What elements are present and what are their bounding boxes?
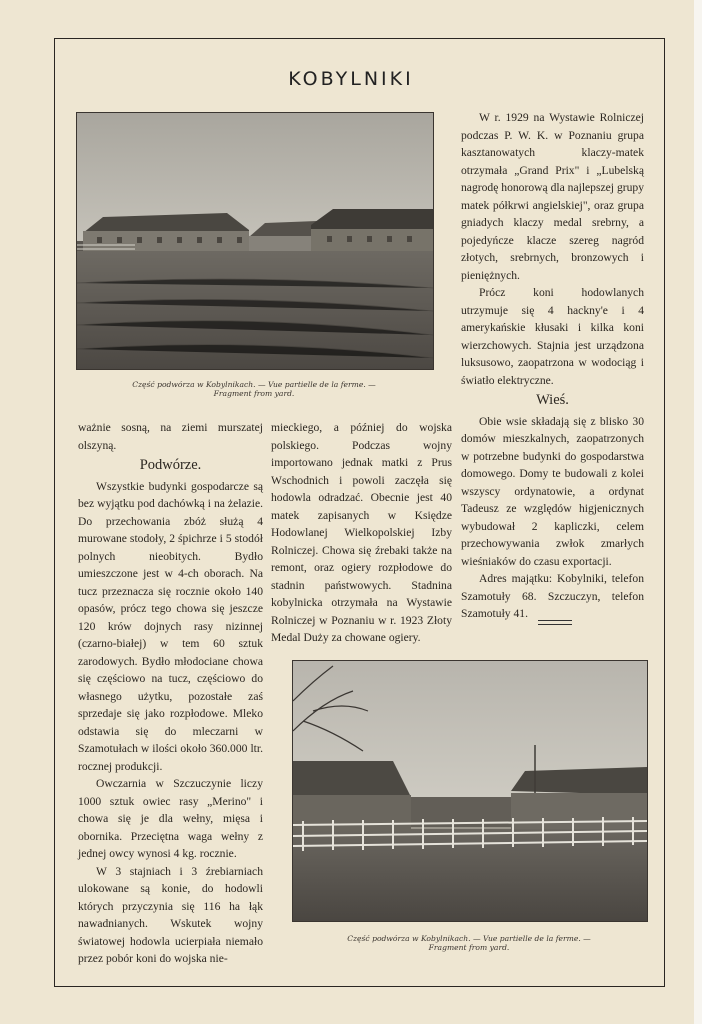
column-3-paragraph-3: Obie wsie składają się z blisko 30 domów mieszkalnych, zaopatrzonych w potrzebne budynki do gospodarstwa domowego. Domy te budowali z kolei wszyscy ordynatowie, a ordynat Tadeusz ze względów higjenicznych wybudował 2 kapliczki, celem przechowywania zwłok zmarłych wieśniaków do czasu exportacji. xyxy=(461,414,644,568)
photo-farmyard-2 xyxy=(292,660,648,922)
text-column-2 xyxy=(271,419,452,647)
column-1-paragraph-1: ważnie sosną, na ziemi murszatej olszyną. xyxy=(78,421,263,452)
column-2-paragraph-1: mieckiego, a później do wojska polskiego. Podczas wojny importowano jednak matki z Prus Wschodnich i powoli zaczęła się hodowla odradzać. Obecnie jest 40 matek zapisanych w Księdze Hodowlanej Wielkopolskiej Izby Rolniczej. Chowa się źrebaki także na remont, oraz ogiery rozpłodowe do stadnin państwowych. Stadnina kobylnicka otrzymała na Wystawie Rolniczej w Poznaniu w r. 1923 Złoty Medal Duży za chowane ogiery. xyxy=(271,421,452,644)
column-1-paragraph-2: Wszystkie budynki gospodarcze są bez wyjątku pod dachówką i na żelazie. Do przechowania zbóż służą 4 murowane stodoły, 2 śpichrze i 5 stodół polnych nieobitych. Bydło umieszczone jest w 4-ch oborach. Na tucz przeznacza się rocznie około 140 opasów, prócz tego chowa się jeszcze 120 krów dojnych rasy nizinnej (czarno-białej) w tem 60 sztuk zarodowych. Bydło młodociane chowa się częściowo na tucz, częściowo do własnego użytku, pozostałe zaś sprzedaje się jako rozpłodowe. Mleko odstawia się do mleczarni w Szamotułach w ilości około 360.000 ltr. rocznej produkcji. xyxy=(78,479,263,773)
caption-1-line-1: Część podwórza w Kobylnikach. — Vue partielle de la ferme. — xyxy=(132,380,376,389)
photo-caption-2 xyxy=(292,934,646,952)
caption-1-line-2: Fragment from yard. xyxy=(213,389,295,398)
column-3-paragraph-2: Prócz koni hodowlanych utrzymuje się 4 hackny'e i 4 amerykańskie kłusaki i kilka koni wierzchowych. Stajnia jest urządzona luksusowo, zaopatrzona w wodociąg i światło elektryczne. xyxy=(461,286,644,387)
heading-podworze: Podwórze. xyxy=(139,457,202,473)
section-divider xyxy=(538,620,572,625)
column-3-paragraph-4: Adres majątku: Kobylniki, telefon Szamotuły 68. Szczuczyn, telefon Szamotuły 41. xyxy=(461,572,644,620)
heading-wies: Wieś. xyxy=(536,392,569,408)
farmyard-photo-2-image xyxy=(293,661,647,921)
text-column-1 xyxy=(78,419,263,968)
page-edge xyxy=(694,0,702,1024)
caption-2-line-2: Fragment from yard. xyxy=(428,943,510,952)
photo-farmyard-1 xyxy=(76,112,434,370)
farmyard-photo-1-image xyxy=(77,113,433,369)
caption-2-line-1: Część podwórza w Kobylnikach. — Vue partielle de la ferme. — xyxy=(347,934,591,943)
column-1-paragraph-3: Owczarnia w Szczuczynie liczy 1000 sztuk owiec rasy „Merino" i chowa się je dla wełny, mięsa i obornika. Przeciętna waga wełny z jednej owcy wynosi 4 kg. rocznie. xyxy=(78,777,263,860)
text-column-3 xyxy=(461,109,644,623)
page-title: KOBYLNIKI xyxy=(288,68,414,90)
column-1-paragraph-4: W 3 stajniach i 3 źrebiarniach ulokowane są konie, do hodowli których przyczynia się 116 ha łąk nawadnianych. Wskutek wojny światowej hodowla ucierpiała niemało przez pobór koni do wojska nie- xyxy=(78,864,263,965)
column-3-paragraph-1: W r. 1929 na Wystawie Rolniczej podczas P. W. K. w Poznaniu grupa kasztanowatych klaczy-matek otrzymała „Grand Prix" i „Lubelską nagrodę honorową dla najlepszej grupy matek półkrwi angielskiej", oraz grupa gniadych klaczy medal srebrny, a pojedyńcze klacze szereg nagród złotych, srebrnych, bronzowych i pieniężnych. xyxy=(461,111,644,282)
photo-caption-1 xyxy=(76,380,432,398)
